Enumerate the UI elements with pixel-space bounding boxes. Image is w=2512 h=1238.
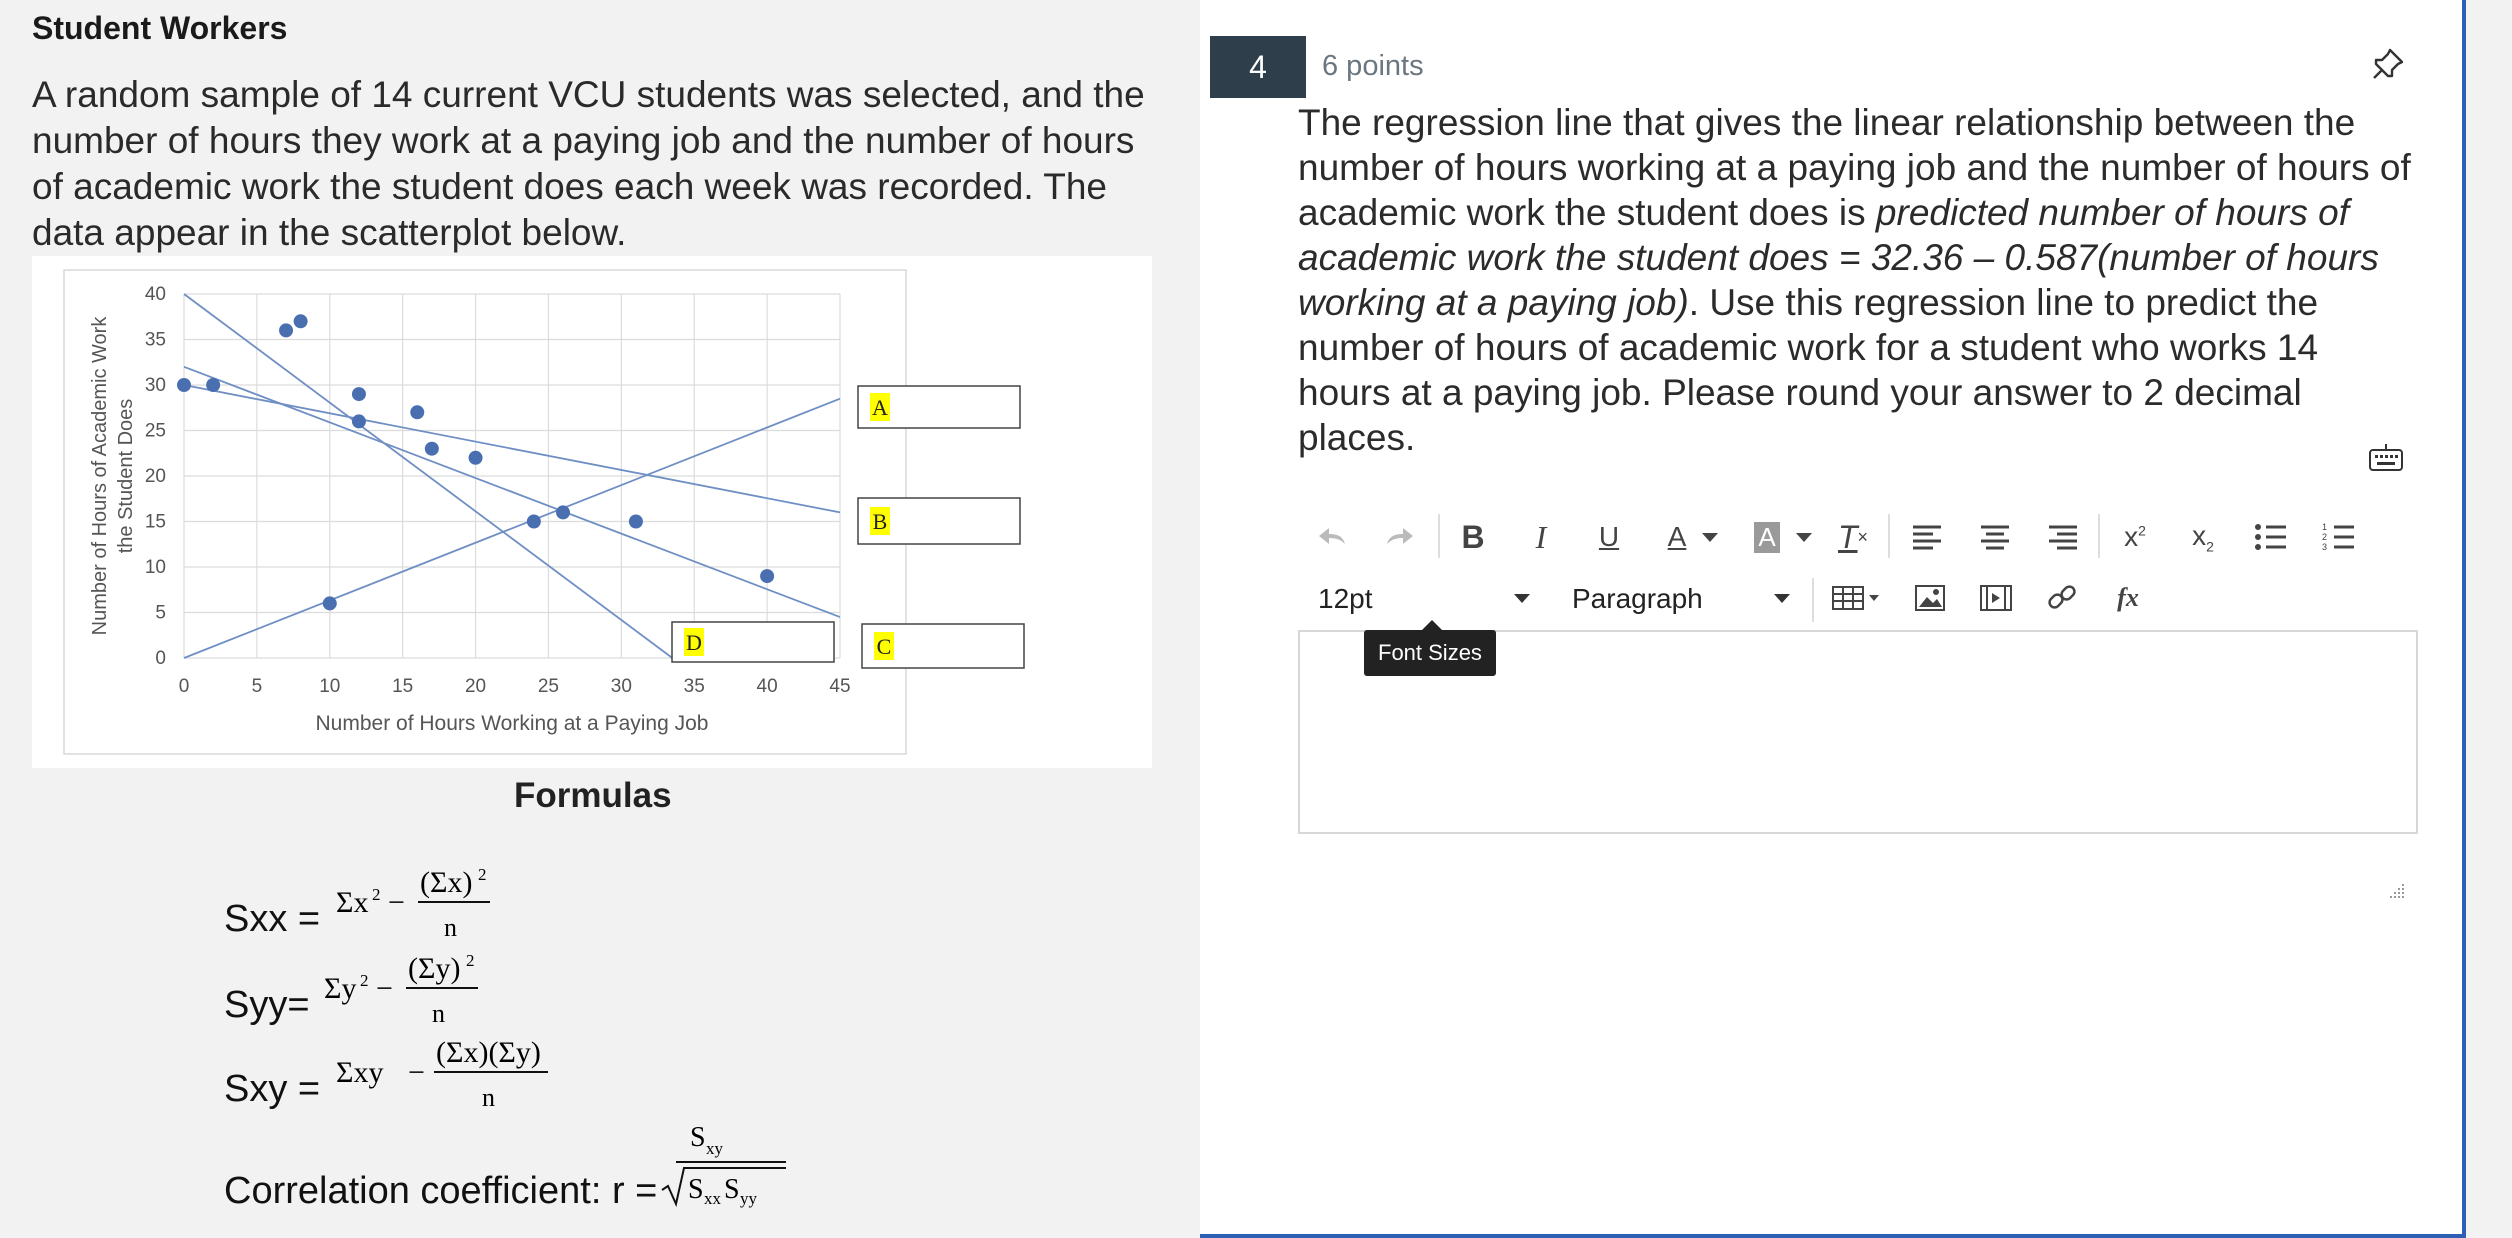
svg-text:−: − <box>408 1056 425 1089</box>
x-tick-label: 0 <box>178 676 190 697</box>
x-tick-label: 15 <box>392 676 414 697</box>
x-tick-label: 10 <box>319 676 341 697</box>
pin-icon[interactable] <box>2368 44 2408 84</box>
data-point <box>352 387 366 401</box>
bold-icon: B <box>1461 518 1485 555</box>
block-format-select[interactable] <box>1572 574 1802 624</box>
x-tick-label: 20 <box>464 676 487 697</box>
data-point <box>206 378 220 392</box>
y-tick-label: 30 <box>144 375 166 396</box>
scatterplot-figure <box>32 256 1152 768</box>
data-point <box>556 505 570 519</box>
font-size-value: 12pt <box>1318 583 1373 614</box>
data-point <box>760 569 774 583</box>
svg-text:S: S <box>688 1174 704 1205</box>
svg-text:(Σx): (Σx) <box>420 866 473 899</box>
svg-text:2: 2 <box>2322 532 2328 542</box>
bullet-list-icon <box>2254 522 2288 552</box>
media-icon <box>1979 584 2013 612</box>
image-button[interactable] <box>1908 576 1952 620</box>
table-button[interactable] <box>1826 576 1886 620</box>
correlation-label: Correlation coefficient: r = <box>224 1170 658 1212</box>
align-left-icon <box>1911 523 1943 551</box>
svg-text:yy: yy <box>740 1189 757 1208</box>
line-label-c: C <box>876 634 892 659</box>
data-point <box>410 405 424 419</box>
svg-text:2: 2 <box>466 951 475 970</box>
svg-text:Σy: Σy <box>324 972 357 1005</box>
x-tick-label: 30 <box>610 676 632 697</box>
svg-text:xx: xx <box>704 1189 721 1208</box>
left-pane <box>0 0 1200 1236</box>
align-left-button[interactable] <box>1902 514 1952 560</box>
subscript-icon: $x_2$ <box>2192 519 2214 555</box>
y-tick-label: 20 <box>144 466 166 487</box>
link-button[interactable] <box>2040 576 2084 620</box>
numbered-list-icon <box>2322 522 2356 552</box>
sxx-label: Sxx = <box>224 898 321 940</box>
section-title: Student Workers <box>32 10 288 46</box>
background-color-icon: A <box>1754 522 1779 553</box>
resize-handle-icon[interactable] <box>2386 880 2406 900</box>
scatterplot <box>32 256 1152 768</box>
chevron-down-icon <box>1774 594 1790 603</box>
svg-text:1: 1 <box>2322 522 2328 532</box>
data-point <box>527 515 541 529</box>
font-sizes-tooltip: Font Sizes <box>1364 630 1496 676</box>
underline-button[interactable] <box>1584 514 1634 560</box>
clear-formatting-button[interactable]: T × <box>1837 518 1869 555</box>
data-point <box>279 323 293 337</box>
text-color-icon: A <box>1667 521 1687 552</box>
svg-text:S: S <box>724 1174 740 1205</box>
data-point <box>294 314 308 328</box>
x-tick-label: 25 <box>537 676 560 697</box>
x-tick-label: 35 <box>683 676 705 697</box>
undo-button[interactable] <box>1310 514 1354 558</box>
correlation-expression <box>660 1112 800 1208</box>
sxx-expression <box>332 864 532 944</box>
question-text-part1: The regression line that gives the linear relationship between the number of hours working at a paying job and the number of hours of academic work the student does is <box>1298 102 2411 233</box>
sxy-expression <box>332 1034 572 1114</box>
question-text-part2: . Use this regression line to predict the number of hours of academic work for a student who works 14 hours at a paying job. Please round your answer to 2 decimal places. <box>1298 282 2319 458</box>
font-size-select[interactable] <box>1318 574 1542 624</box>
text-color-button[interactable] <box>1652 514 1702 560</box>
equation-icon: fx <box>2117 583 2139 612</box>
question-panel <box>1200 0 2466 1238</box>
svg-text:2: 2 <box>372 885 381 904</box>
clear-formatting-icon: T <box>1837 518 1858 555</box>
numbered-list-button[interactable] <box>2314 514 2364 560</box>
align-right-button[interactable] <box>2038 514 2088 560</box>
media-button[interactable] <box>1974 576 2018 620</box>
syy-label: Syy= <box>224 984 310 1026</box>
keyboard-icon[interactable] <box>2368 444 2404 474</box>
svg-text:−: − <box>388 886 405 919</box>
italic-icon: I <box>1535 518 1547 555</box>
data-point <box>469 451 483 465</box>
y-tick-label: 35 <box>144 329 166 351</box>
align-right-icon <box>2047 523 2079 551</box>
svg-text:n: n <box>482 1083 495 1112</box>
svg-text:(Σy): (Σy) <box>408 952 461 985</box>
svg-text:Σx: Σx <box>336 886 369 919</box>
data-point <box>323 596 337 610</box>
data-point <box>177 378 191 392</box>
svg-text:−: − <box>376 972 393 1005</box>
x-tick-label: 40 <box>756 676 778 697</box>
redo-icon <box>1385 524 1415 548</box>
question-equation: predicted number of hours of academic work the student does = 32.36 – 0.587(number of hours working at a paying job) <box>1298 192 2379 323</box>
link-icon <box>2046 582 2078 614</box>
image-icon <box>1914 584 1946 612</box>
x-axis-title: Number of Hours Working at a Paying Job <box>315 712 709 735</box>
y-tick-label: 5 <box>155 602 166 624</box>
y-tick-label: 15 <box>144 511 166 533</box>
text-color-dropdown[interactable] <box>1698 518 1722 558</box>
formulas-title: Formulas <box>514 776 672 815</box>
background-color-button[interactable] <box>1742 514 1792 560</box>
svg-text:(Σx)(Σy): (Σx)(Σy) <box>436 1036 541 1069</box>
y-tick-label: 40 <box>144 284 166 305</box>
svg-text:2: 2 <box>478 865 487 884</box>
y-tick-label: 10 <box>144 557 166 578</box>
sxy-label: Sxy = <box>224 1068 321 1110</box>
question-number: 4 <box>1210 36 1306 98</box>
question-points: 6 points <box>1322 50 1424 82</box>
y-tick-label: 25 <box>144 420 166 442</box>
chevron-down-icon <box>1514 594 1530 603</box>
svg-text:n: n <box>432 999 445 1028</box>
superscript-button[interactable] <box>2110 514 2160 560</box>
prompt-text: A random sample of 14 current VCU students was selected, and the number of hours they work at a paying job and the number of hours of academic work the student does each week was recorded. The data appear in the scatterplot below. <box>32 74 1145 253</box>
align-center-button[interactable] <box>1970 514 2020 560</box>
bold-button[interactable] <box>1448 514 1498 560</box>
line-label-a: A <box>872 395 888 420</box>
undo-icon <box>1317 524 1347 548</box>
editor-toolbar <box>1298 502 2418 622</box>
y-axis-title: Number of Hours of Academic Work the Student Does <box>89 316 137 636</box>
x-tick-label: 5 <box>251 676 263 697</box>
x-tick-label: 45 <box>829 676 851 697</box>
underline-icon: U <box>1598 521 1620 552</box>
data-point <box>425 442 439 456</box>
svg-text:S: S <box>690 1122 706 1153</box>
svg-text:2: 2 <box>360 971 369 990</box>
line-label-b: B <box>872 509 888 534</box>
subscript-button[interactable] <box>2178 514 2228 560</box>
equation-button[interactable] <box>2106 576 2150 620</box>
align-center-icon <box>1979 523 2011 551</box>
bullet-list-button[interactable] <box>2246 514 2296 560</box>
y-tick-label: 0 <box>155 648 166 669</box>
superscript-icon: $x^2$ <box>2124 521 2146 552</box>
chevron-down-icon <box>1796 533 1812 543</box>
data-point <box>352 414 366 428</box>
background-color-dropdown[interactable] <box>1792 518 1816 558</box>
chevron-down-icon <box>1702 533 1718 543</box>
italic-button[interactable] <box>1516 514 1566 560</box>
syy-expression <box>320 950 520 1030</box>
block-format-value: Paragraph <box>1572 583 1703 614</box>
question-text <box>1298 100 2418 460</box>
svg-text:3: 3 <box>2322 542 2328 552</box>
svg-text:n: n <box>444 913 457 942</box>
table-icon <box>1831 583 1881 613</box>
line-label-d: D <box>686 630 702 655</box>
svg-text:xy: xy <box>706 1139 723 1158</box>
redo-button[interactable] <box>1378 514 1422 558</box>
data-point <box>629 515 643 529</box>
svg-text:Σxy: Σxy <box>336 1056 384 1089</box>
